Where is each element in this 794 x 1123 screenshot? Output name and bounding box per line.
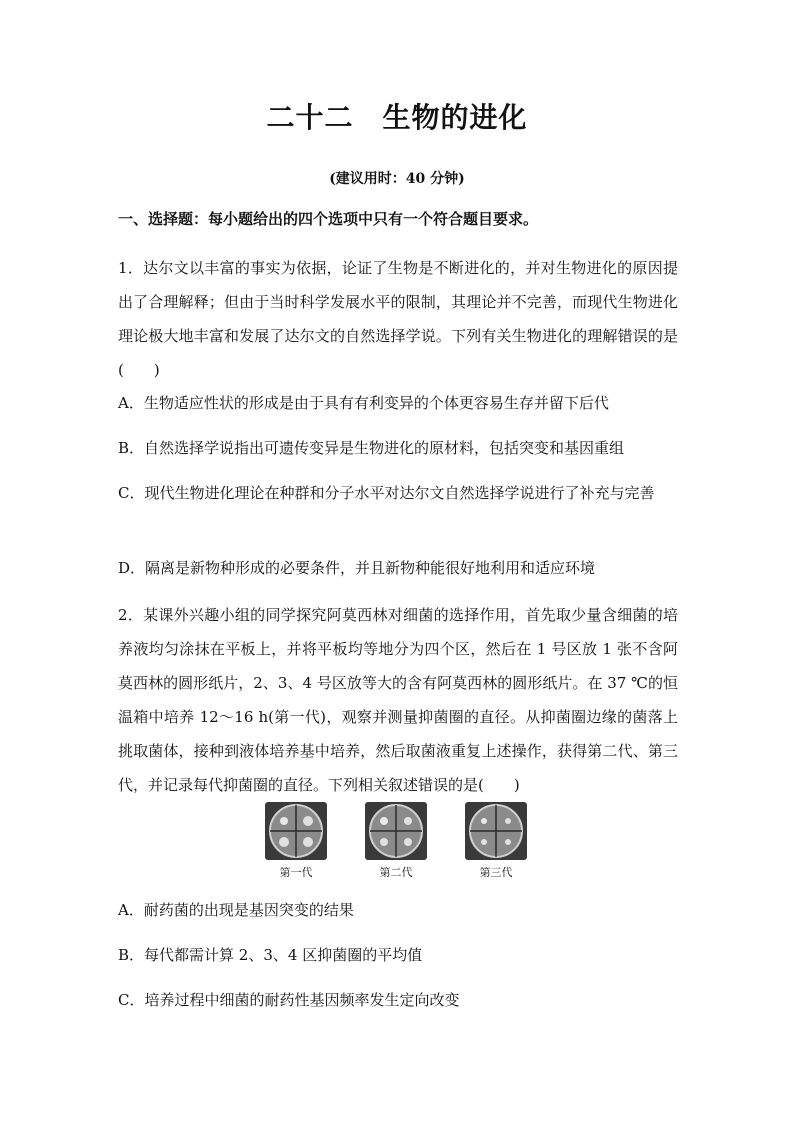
suggested-time: (建议用时：40 分钟) [329, 171, 465, 187]
page-title: 二十二 生物的进化 [266, 101, 528, 134]
petri-dish-image [265, 802, 327, 860]
question-2-option-b: B．每代都需计算 2、3、4 区抑菌圈的平均值 [118, 946, 423, 964]
question-2-option-c: C．培养过程中细菌的耐药性基因频率发生定向改变 [118, 991, 460, 1009]
petri-dish-figure-2 [365, 802, 427, 880]
petri-dish-figures [265, 802, 530, 882]
figure-caption: 第一代 [279, 866, 313, 879]
question-1-option-c: C．现代生物进化理论在种群和分子水平对达尔文自然选择学说进行了补充与完善 [118, 484, 655, 502]
question-2-stem: 2．某课外兴趣小组的同学探究阿莫西林对细菌的选择作用，首先取少量含细菌的培养液均匀涂抹在平板上，并将平板均等地分为四个区，然后在 1 号区放 1 张不含阿莫西林的圆形纸片，2、3、4 号区放等大的含有阿莫西林的圆形纸片。在 37 ℃的恒温箱中培养 12～16 h(第一代)，观察并测量抑菌圈的直径。从抑菌圈边缘的菌落上挑取菌体，接种到液体培养基中培养，然后取菌液重复上述操作，获得第二代、第三代，并记录每代抑菌圈的直径。下列相关叙述错误的是( ) [118, 606, 678, 794]
petri-dish-image [465, 802, 527, 860]
question-2-option-a: A．耐药菌的出现是基因突变的结果 [118, 901, 354, 919]
section-heading: 一、选择题：每小题给出的四个选项中只有一个符合题目要求。 [118, 210, 539, 228]
question-1-option-a: A．生物适应性状的形成是由于具有有利变异的个体更容易生存并留下后代 [118, 394, 609, 412]
petri-dish-figure-3 [465, 802, 527, 880]
question-1-option-d: D．隔离是新物种形成的必要条件，并且新物种能很好地利用和适应环境 [118, 559, 596, 577]
question-1-stem: 1．达尔文以丰富的事实为依据，论证了生物是不断进化的，并对生物进化的原因提出了合理解释；但由于当时科学发展水平的限制，其理论并不完善，而现代生物进化理论极大地丰富和发展了达尔文的自然选择学说。下列有关生物进化的理解错误的是( ) [118, 259, 678, 379]
petri-dish-image [365, 802, 427, 860]
petri-dish-figure-1 [265, 802, 327, 880]
question-1-option-b: B．自然选择学说指出可遗传变异是生物进化的原材料，包括突变和基因重组 [118, 439, 625, 457]
figure-caption: 第三代 [479, 866, 513, 879]
figure-caption: 第二代 [379, 866, 413, 879]
